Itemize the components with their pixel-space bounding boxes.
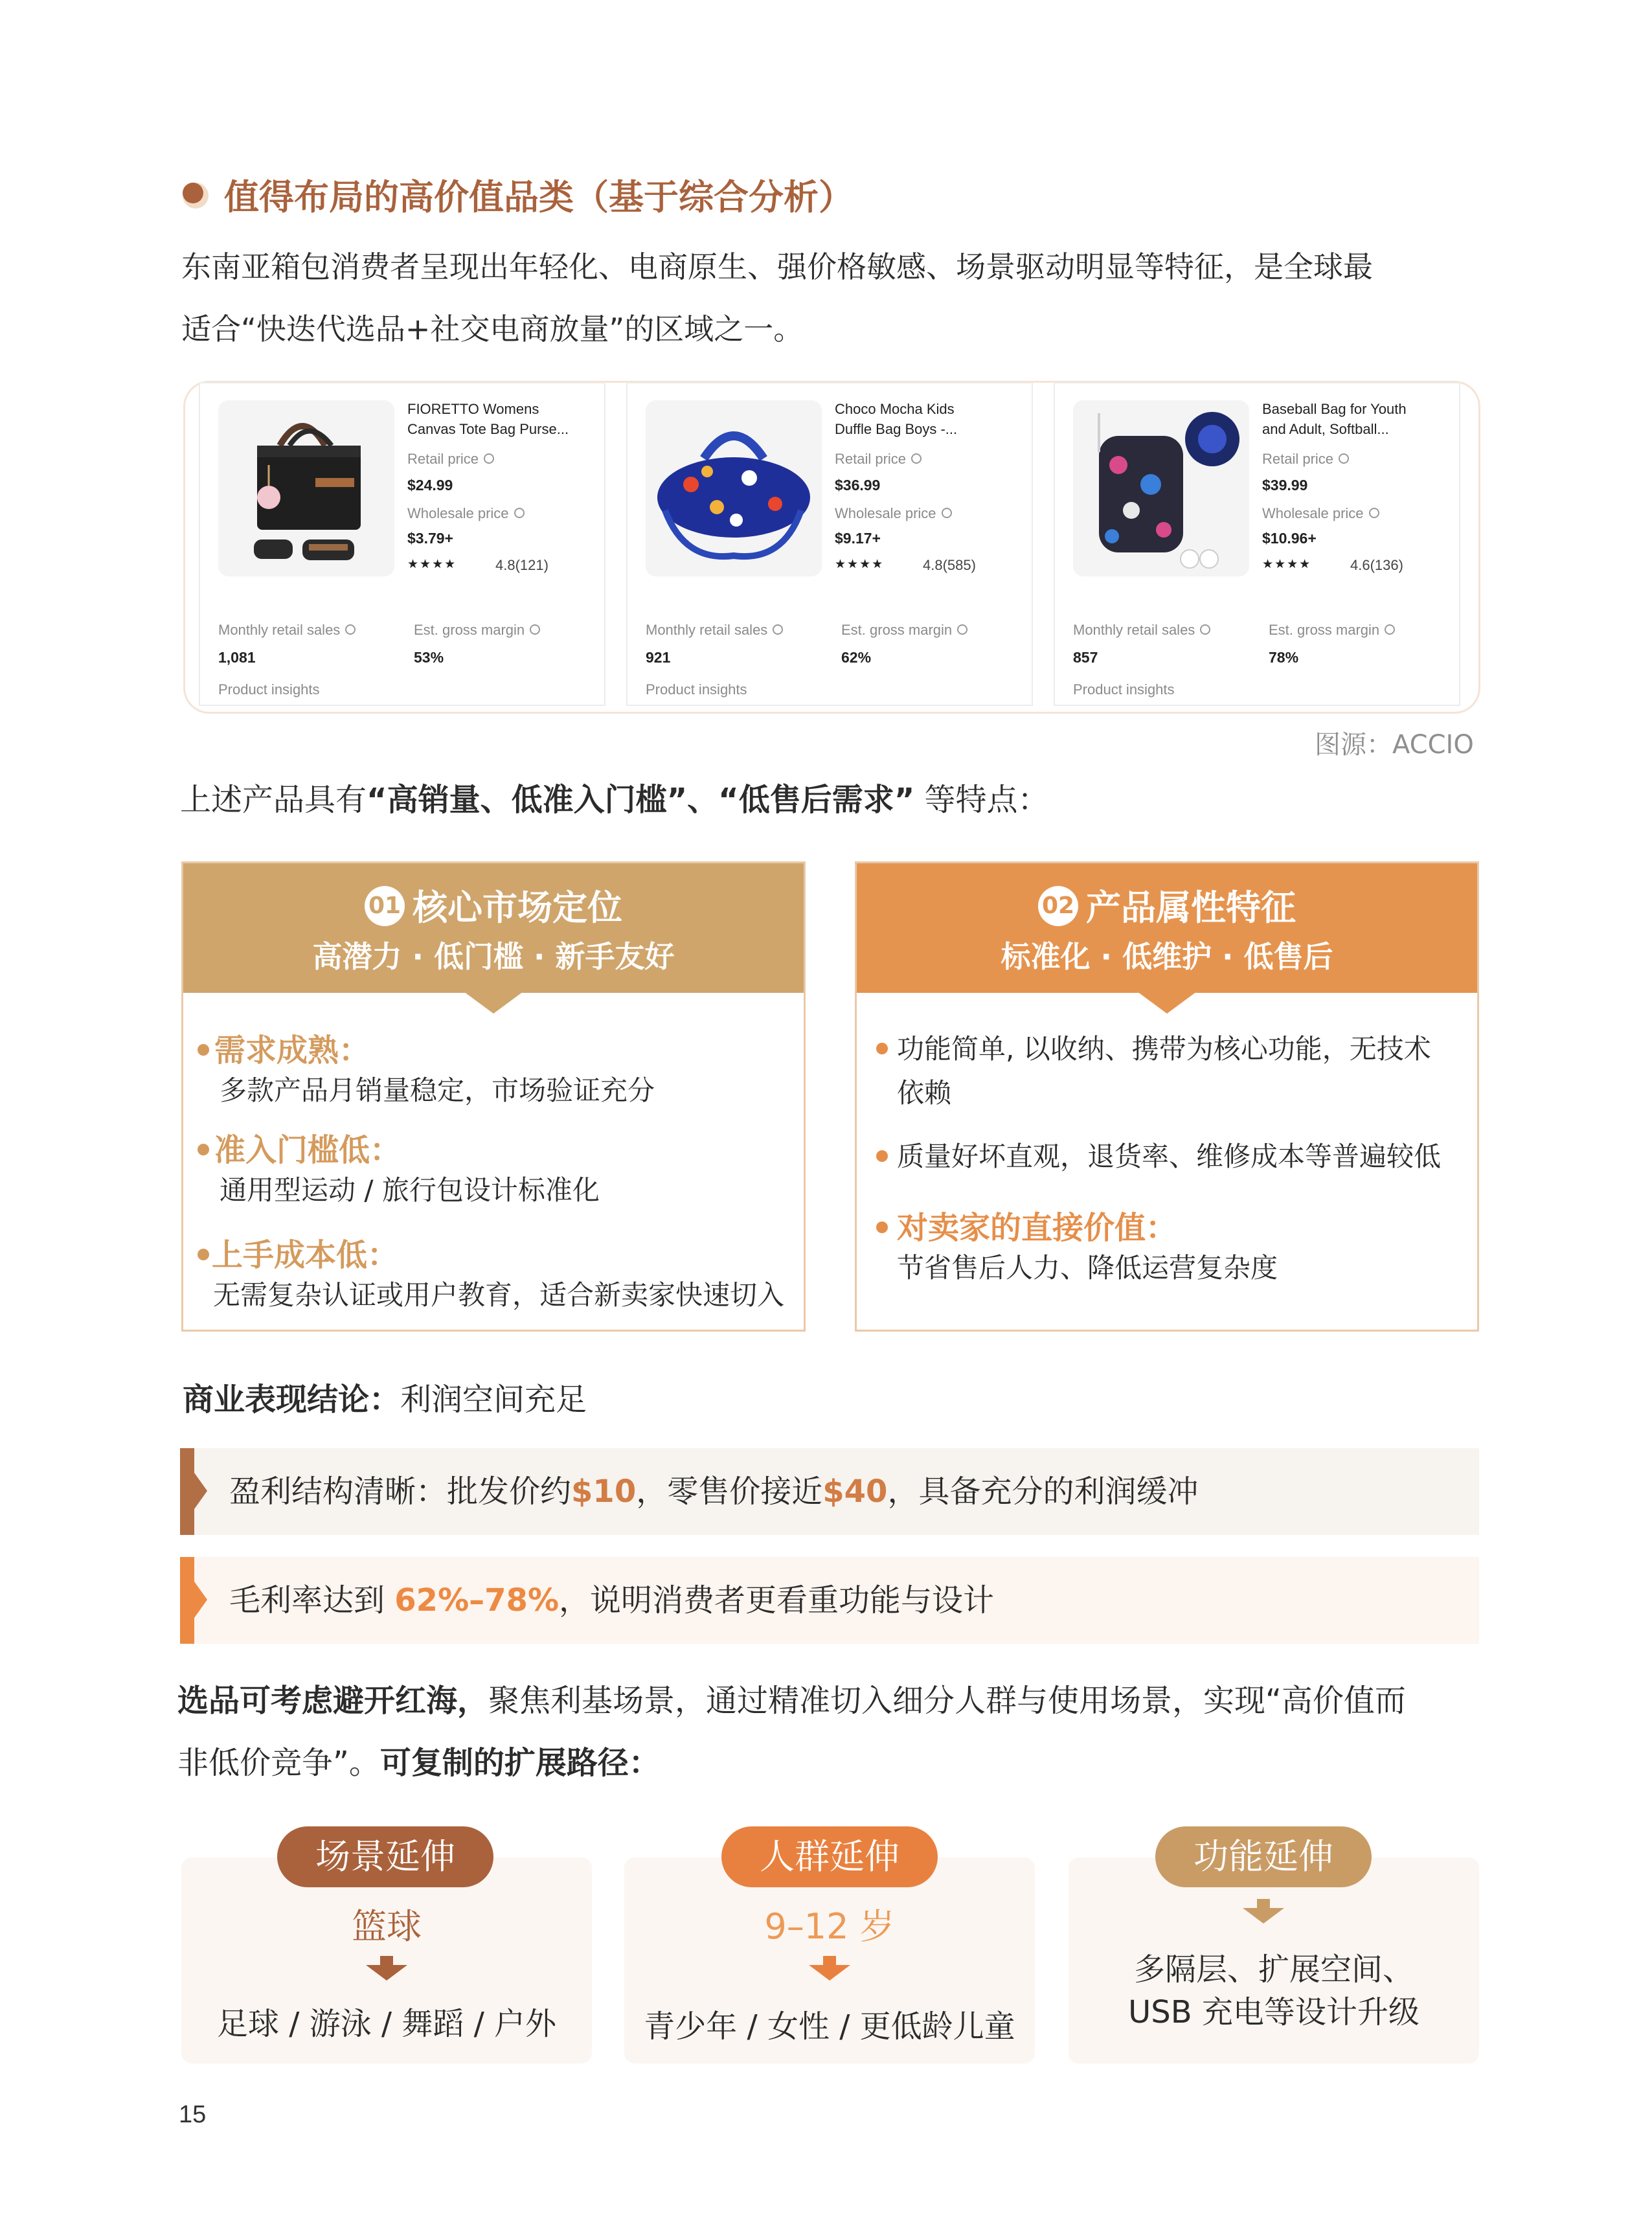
rating-count: 4.8(121) [495, 557, 549, 573]
star-rating-icon: ★★★★ [407, 557, 457, 571]
intro-line-2: 适合“快迭代选品+社交电商放量”的区域之一。 [181, 312, 804, 346]
star-rating-icon: ★★★★ [1262, 557, 1312, 571]
bullet-text-continued: 依赖 [897, 1077, 952, 1109]
monthly-sales-value: 1,081 [218, 649, 256, 666]
expansion-intro: 选品可考虑避开红海，聚焦利基场景，通过精准切入细分人群与使用场景，实现“高价值而 非低价竞争”。可复制的扩展路径： [177, 1683, 1406, 1781]
info-icon[interactable] [1369, 508, 1379, 518]
info-icon[interactable] [957, 624, 967, 635]
box-header [183, 863, 804, 993]
arrow-down-icon [1243, 1899, 1284, 1924]
bullet-heading: 对卖家的直接价值： [876, 1203, 1177, 1247]
info-icon[interactable] [911, 453, 922, 464]
product-card[interactable] [199, 382, 605, 706]
monthly-sales-label: Monthly retail sales [1073, 622, 1210, 639]
arrow-down-icon [366, 1956, 407, 1981]
intro-line-1: 东南亚箱包消费者呈现出年轻化、电商原生、强价格敏感、场景驱动明显等特征，是全球最 [181, 249, 1373, 284]
product-attributes-box [855, 861, 1479, 1332]
bullet-heading: 准入门槛低： [198, 1125, 401, 1170]
wholesale-price-label: Wholesale price [407, 505, 525, 522]
audience-bottom: 青少年 / 女性 / 更低龄儿童 [644, 2008, 1015, 2045]
strip-accent-bar [180, 1557, 194, 1644]
rating-count: 4.6(136) [1350, 557, 1403, 573]
product-image-baseball-backpack [1073, 400, 1249, 576]
monthly-sales-value: 857 [1073, 649, 1098, 666]
box-title: 核心市场定位 [413, 887, 622, 928]
monthly-sales-value: 921 [646, 649, 671, 666]
wholesale-price-label: Wholesale price [1262, 505, 1379, 522]
arrow-down-icon [809, 1956, 850, 1981]
bullet-heading: 上手成本低： [198, 1230, 398, 1275]
info-icon[interactable] [1339, 453, 1349, 464]
gross-margin-label: Est. gross margin [414, 622, 540, 639]
monthly-sales-label: Monthly retail sales [646, 622, 783, 639]
product-insights-link[interactable]: Product insights [218, 681, 320, 698]
wholesale-price: $3.79+ [407, 530, 453, 547]
info-icon[interactable] [530, 624, 540, 635]
product-insights-link[interactable]: Product insights [646, 681, 747, 698]
star-rating-icon: ★★★★ [835, 557, 885, 571]
retail-price-label: Retail price [1262, 451, 1349, 468]
info-icon[interactable] [773, 624, 783, 635]
intro-paragraph [181, 236, 1496, 360]
profit-structure-strip: 盈利结构清晰：批发价约$10，零售价接近$40，具备充分的利润缓冲 [180, 1448, 1479, 1535]
retail-price: $24.99 [407, 477, 453, 494]
gross-margin-value: 53% [414, 649, 444, 666]
box-title: 产品属性特征 [1086, 887, 1296, 928]
features-intro: 上述产品具有“高销量、低准入门槛”、“低售后需求” 等特点： [180, 782, 1049, 818]
arrow-right-icon [194, 1473, 207, 1509]
scenario-bottom: 足球 / 游泳 / 舞蹈 / 户外 [216, 2006, 557, 2042]
number-badge: 02 [1038, 886, 1078, 926]
audience-top: 9–12 岁 [764, 1906, 895, 1947]
retail-price-label: Retail price [407, 451, 494, 468]
bullet-text: 质量好坏直观，退货率、维修成本等普遍较低 [876, 1135, 1441, 1178]
gross-margin-value: 62% [841, 649, 872, 666]
heading-dot [183, 183, 203, 203]
bullet-text: 功能简单, 以收纳、携带为核心功能，无技术 [876, 1028, 1431, 1071]
scenario-extension-pill: 场景延伸 [277, 1826, 493, 1887]
bullet-text: 节省售后人力、降低运营复杂度 [897, 1252, 1278, 1284]
image-source: 图源：ACCIO [1315, 730, 1474, 760]
monthly-sales-label: Monthly retail sales [218, 622, 356, 639]
product-name[interactable]: Choco Mocha Kids Duffle Bag Boys -... [835, 401, 958, 437]
bullet-text: 无需复杂认证或用户教育，适合新卖家快速切入 [213, 1279, 785, 1311]
header-notch [1137, 992, 1197, 1014]
market-positioning-box [181, 861, 806, 1332]
info-icon[interactable] [514, 508, 525, 518]
info-icon[interactable] [1200, 624, 1210, 635]
product-name[interactable]: Baseball Bag for Youth and Adult, Softball... [1262, 401, 1407, 437]
header-notch [464, 992, 523, 1014]
info-icon[interactable] [484, 453, 494, 464]
retail-price-label: Retail price [835, 451, 922, 468]
retail-price: $36.99 [835, 477, 881, 494]
wholesale-price: $9.17+ [835, 530, 881, 547]
info-icon[interactable] [345, 624, 356, 635]
arrow-right-icon [194, 1582, 207, 1618]
scenario-top: 篮球 [352, 1906, 422, 1947]
product-name[interactable]: FIORETTO Womens Canvas Tote Bag Purse... [407, 401, 569, 437]
bullet-heading: 需求成熟： [198, 1025, 370, 1070]
gross-margin-label: Est. gross margin [1269, 622, 1395, 639]
product-image-tote-bag [218, 400, 394, 576]
retail-price: $39.99 [1262, 477, 1308, 494]
gross-margin-strip: 毛利率达到 62%–78%，说明消费者更看重功能与设计 [180, 1557, 1479, 1644]
bullet-text: 多款产品月销量稳定，市场验证充分 [220, 1074, 655, 1106]
business-conclusion: 商业表现结论：利润空间充足 [183, 1381, 587, 1418]
audience-extension-pill: 人群延伸 [721, 1826, 938, 1887]
rating-count: 4.8(585) [923, 557, 976, 573]
info-icon[interactable] [942, 508, 952, 518]
wholesale-price: $10.96+ [1262, 530, 1317, 547]
box-subtitle: 高潜力 · 低门槛 · 新手友好 [312, 939, 675, 974]
page-number: 15 [179, 2101, 207, 2128]
product-insights-link[interactable]: Product insights [1073, 681, 1175, 698]
product-card[interactable] [1054, 382, 1460, 706]
function-extension-pill: 功能延伸 [1155, 1826, 1372, 1887]
gross-margin-value: 78% [1269, 649, 1299, 666]
gross-margin-label: Est. gross margin [841, 622, 967, 639]
box-subtitle: 标准化 · 低维护 · 低售后 [1001, 939, 1333, 974]
info-icon[interactable] [1385, 624, 1395, 635]
section-title: 值得布局的高价值品类（基于综合分析） [224, 177, 854, 218]
wholesale-price-label: Wholesale price [835, 505, 952, 522]
product-card[interactable] [626, 382, 1033, 706]
product-image-duffle-bag [646, 400, 822, 576]
box-header [857, 863, 1477, 993]
function-bottom: 多隔层、扩展空间、 USB 充电等设计升级 [1128, 1951, 1420, 2030]
strip-accent-bar [180, 1448, 194, 1535]
bullet-text: 通用型运动 / 旅行包设计标准化 [220, 1174, 600, 1206]
number-badge: 01 [365, 886, 405, 926]
